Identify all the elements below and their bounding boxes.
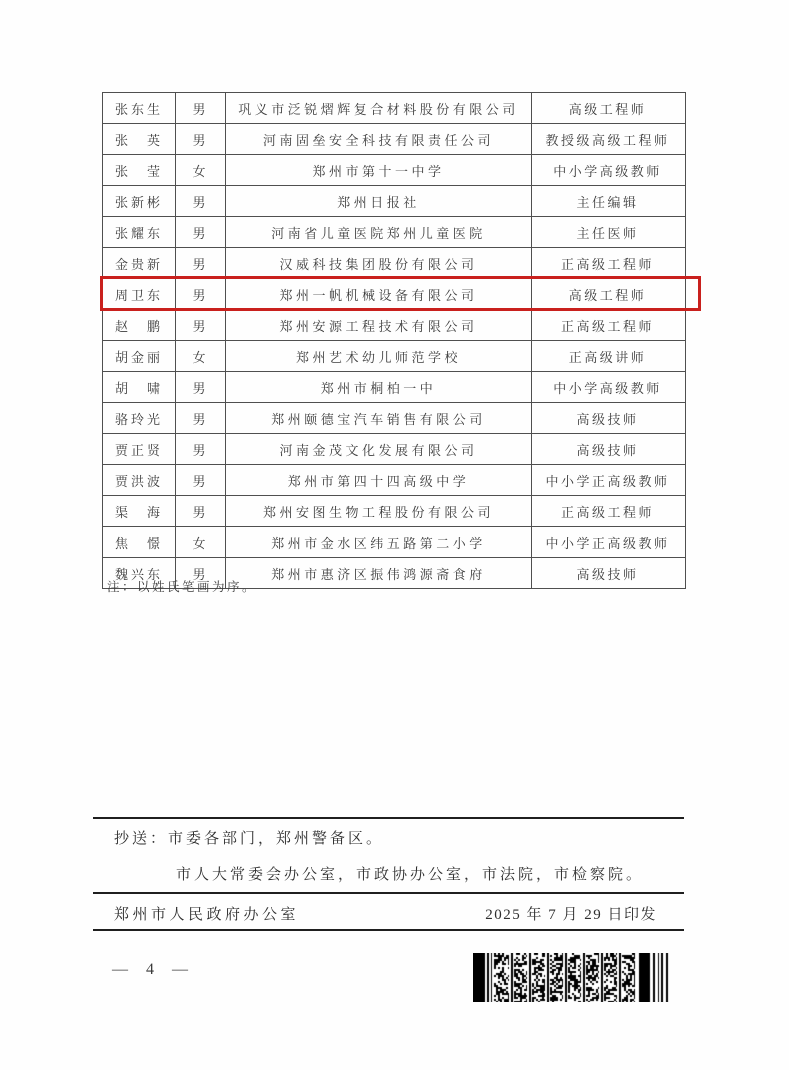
title-cell: 正高级工程师: [560, 256, 654, 272]
table-row: [103, 403, 685, 434]
awards-table: [102, 92, 686, 589]
title-cell: 中小学正高级教师: [545, 473, 670, 489]
table-note: 注：以姓氏笔画为序。: [107, 580, 258, 594]
gender-cell: 女: [176, 527, 226, 557]
name-cell: 胡金丽: [103, 341, 176, 371]
name-cell: 张 莹: [103, 155, 176, 185]
issuer-office: 郑州市人民政府办公室: [114, 907, 300, 923]
organization-cell: 郑州安源工程技术有限公司: [226, 310, 532, 340]
table-row: [103, 372, 685, 403]
gender-cell: 男: [176, 186, 226, 216]
title-cell: 正高级工程师: [560, 504, 654, 520]
organization-cell: 郑州市第十一中学: [226, 155, 532, 185]
gender-cell: 男: [176, 372, 226, 402]
name-cell: 骆玲光: [103, 403, 176, 433]
title-cell: 高级技师: [576, 566, 639, 582]
table-row: [103, 217, 685, 248]
organization-cell: 巩义市泛锐熠辉复合材料股份有限公司: [226, 93, 532, 123]
organization-cell: 汉威科技集团股份有限公司: [226, 248, 532, 278]
name-cell: 赵 鹏: [103, 310, 176, 340]
table-row: [103, 465, 685, 496]
organization-cell: 河南省儿童医院郑州儿童医院: [226, 217, 532, 247]
title-cell: 正高级讲师: [568, 349, 647, 365]
gender-cell: 女: [176, 341, 226, 371]
organization-cell: 郑州颐德宝汽车销售有限公司: [226, 403, 532, 433]
gender-cell: 男: [176, 558, 226, 588]
organization-cell: 郑州艺术幼儿师范学校: [226, 341, 532, 371]
gender-cell: 男: [176, 279, 226, 309]
barcode: [473, 953, 669, 1002]
issuer-row: [114, 903, 657, 924]
table-row: [103, 248, 685, 279]
name-cell: 魏兴东: [103, 558, 176, 588]
gender-cell: 男: [176, 124, 226, 154]
title-cell: 高级技师: [576, 411, 639, 427]
title-cell: 高级工程师: [568, 101, 647, 117]
organization-cell: 郑州市金水区纬五路第二小学: [226, 527, 532, 557]
title-cell: 正高级工程师: [560, 318, 654, 334]
title-cell: 中小学高级教师: [553, 380, 662, 396]
table-row: [103, 496, 685, 527]
name-cell: 张东生: [103, 93, 176, 123]
title-cell: 教授级高级工程师: [545, 132, 670, 148]
gender-cell: 男: [176, 496, 226, 526]
divider-top: [93, 817, 684, 819]
title-cell: 主任编辑: [576, 194, 639, 210]
table-row: [103, 527, 685, 558]
title-cell: 中小学正高级教师: [545, 535, 670, 551]
name-cell: 张 英: [103, 124, 176, 154]
name-cell: 金贵新: [103, 248, 176, 278]
name-cell: 焦 憬: [103, 527, 176, 557]
gender-cell: 男: [176, 93, 226, 123]
gender-cell: 男: [176, 434, 226, 464]
divider-bottom: [93, 929, 684, 931]
title-cell: 主任医师: [576, 225, 639, 241]
table-row: [103, 155, 685, 186]
cc-line-2: 市人大常委会办公室，市政协办公室，市法院，市检察院。: [176, 867, 645, 883]
organization-cell: 郑州一帆机械设备有限公司: [226, 279, 532, 309]
title-cell: 中小学高级教师: [553, 163, 662, 179]
organization-cell: 河南固垒安全科技有限责任公司: [226, 124, 532, 154]
divider-middle: [93, 892, 684, 894]
organization-cell: 郑州安图生物工程股份有限公司: [226, 496, 532, 526]
gender-cell: 女: [176, 155, 226, 185]
table-row: [103, 341, 685, 372]
organization-cell: 郑州市惠济区振伟鸿源斋食府: [226, 558, 532, 588]
name-cell: 渠 海: [103, 496, 176, 526]
page-number: — 4 —: [112, 961, 195, 978]
gender-cell: 男: [176, 310, 226, 340]
organization-cell: 郑州市桐柏一中: [226, 372, 532, 402]
print-date: 2025 年 7 月 29 日印发: [485, 907, 657, 923]
table-row: [103, 434, 685, 465]
gender-cell: 男: [176, 248, 226, 278]
organization-cell: 河南金茂文化发展有限公司: [226, 434, 532, 464]
table-row: [103, 310, 685, 341]
name-cell: 胡 啸: [103, 372, 176, 402]
table-row: [103, 279, 685, 310]
table-row: [103, 186, 685, 217]
gender-cell: 男: [176, 403, 226, 433]
gender-cell: 男: [176, 217, 226, 247]
name-cell: 张新彬: [103, 186, 176, 216]
table-row: [103, 124, 685, 155]
name-cell: 张耀东: [103, 217, 176, 247]
title-cell: 高级技师: [576, 442, 639, 458]
name-cell: 周卫东: [103, 279, 176, 309]
organization-cell: 郑州市第四十四高级中学: [226, 465, 532, 495]
name-cell: 贾洪波: [103, 465, 176, 495]
name-cell: 贾正贤: [103, 434, 176, 464]
organization-cell: 郑州日报社: [226, 186, 532, 216]
table-row: [103, 93, 685, 124]
cc-line-1: 抄送：市委各部门，郑州警备区。: [114, 831, 385, 847]
gender-cell: 男: [176, 465, 226, 495]
title-cell: 高级工程师: [568, 287, 647, 303]
